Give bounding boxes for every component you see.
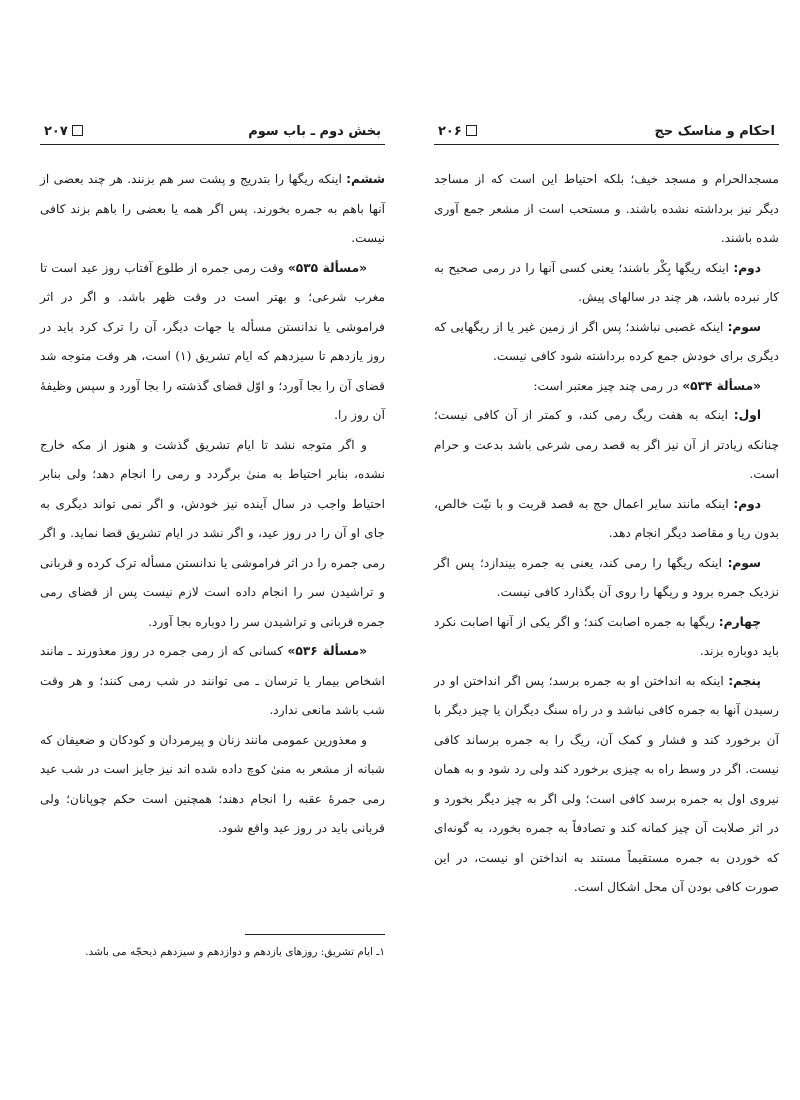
paragraph-text: اینکه ریگها را رمی کند، یعنی به جمره بیندازد؛ پس اگر نزدیک جمره برود و ریگها را روی آن بگذارد کافی نیست. bbox=[434, 555, 779, 599]
paragraph bbox=[434, 490, 779, 549]
paragraph-lead: پنجم: bbox=[728, 673, 761, 688]
paragraph bbox=[434, 549, 779, 608]
left-page bbox=[40, 122, 385, 1002]
left-page-header bbox=[40, 122, 385, 145]
paragraph-text: اینکه ریگها بِکْر باشند؛ یعنی کسی آنها را در رمی صحیح به کار نبرده باشد، هر چند در سالهای پیش. bbox=[434, 260, 779, 304]
paragraph-text: و اگر متوجه نشد تا ایام تشریق گذشت و هنوز از مکه خارج نشده، بنابر احتیاط به منیٰ برگردد و رمی را انجام دهد؛ ولی بنابر احتیاط واجب در سال آینده نیز خودش، و اگر نمی تواند دیگری به جای او آن را در روز عید، و اگر نشد در ایام تشریق قضا نماید. و اگر رمی جمره را در اثر فراموشی یا ندانستن مسأله ترک کرده و قربانی و تراشیدن سر را انجام داده است لازم نیست پس از قضای رمی جمره قربانی و تراشیدن سر را دوباره بجا آورد. bbox=[40, 437, 385, 629]
paragraph bbox=[40, 254, 385, 431]
paragraph bbox=[434, 608, 779, 667]
paragraph bbox=[40, 637, 385, 726]
paragraph-text: ریگها به جمره اصابت کند؛ و اگر یکی از آنها اصابت نکرد باید دوباره بزند. bbox=[434, 614, 779, 658]
paragraph-lead: دوم: bbox=[733, 260, 761, 275]
page-marker-box-icon bbox=[72, 125, 83, 136]
right-page-number-group bbox=[438, 124, 481, 139]
paragraph-text: در رمی چند چیز معتبر است: bbox=[533, 378, 683, 393]
footnote: ۱ـ ایام تشریق: روزهای یازدهم و دوازدهم و سیزدهم ذیحجّه می باشد. bbox=[85, 946, 385, 958]
right-page-body bbox=[434, 165, 779, 903]
paragraph-lead: «مسألة ۵۳۵» bbox=[287, 260, 367, 275]
paragraph-text: اینکه به انداختن او به جمره برسد؛ پس اگر انداختن او در رسیدن آنها به جمره کافی نباشد و در راه سنگ دیگران یا چیز دیگر با آن برخورد کند و فشار و کمک آن، ریگ را به جمره برساند کافی نیست. اگر در وسط راه به چیزی برخورد کند ولی رد شود و به همان نیروی اول به جمره برسد کافی است؛ ولی اگر به چیز دیگر بخورد و در اثر صلابت آن چیز کمانه کند و تصادفاً به جمره بخورد، به گونه‌ای که خوردن به جمره مستقیماً مستند به انداختن او نیست، در این صورت کافی بودن آن محل اشکال است. bbox=[434, 673, 779, 894]
right-page bbox=[434, 122, 779, 1002]
right-page-number: ۲۰۶ bbox=[438, 124, 462, 139]
right-page-header-title: احکام و مناسک حج bbox=[654, 124, 775, 139]
paragraph-text: اینکه مانند سایر اعمال حج به قصد قربت و با نیّت خالص، بدون ریا و مقاصد دیگر انجام دهد. bbox=[434, 496, 779, 540]
paragraph-lead: ششم: bbox=[346, 172, 385, 186]
paragraph bbox=[40, 431, 385, 638]
paragraph bbox=[434, 401, 779, 490]
paragraph-lead: سوم: bbox=[727, 319, 761, 334]
paragraph bbox=[434, 254, 779, 313]
paragraph-text: و معذورین عمومی مانند زنان و پیرمردان و کودکان و ضعیفان که شبانه از مشعر به منیٰ کوچ داده شده اند نیز جایز است در شب عید رمی جمرهٔ عقبه را انجام دهند؛ همچنین است حکم چوپانان؛ ولی قربانی باید در روز عید واقع شود. bbox=[40, 732, 385, 835]
paragraph-text: مسجدالحرام و مسجد خیف؛ بلکه احتیاط این است که از مساجد دیگر نیز برداشته نشده باشند. و مستحب است از مشعر جمع آوری شده باشند. bbox=[434, 172, 779, 245]
paragraph-text: وقت رمی جمره از طلوع آفتاب روز عید است تا مغرب شرعی؛ و بهتر است در وقت ظهر باشد. و اگر در اثر فراموشی یا ندانستن مسأله یا جهات دیگر، آن را ترک کرد باید در روز یازدهم تا سیزدهم که ایام تشریق (۱) است، هر وقت متوجه شد قضای آن را بجا آورد؛ و اوّل قضای گذشته را بجا آورد و سپس وظیفهٔ آن روز را. bbox=[40, 260, 386, 422]
paragraph bbox=[40, 165, 385, 254]
paragraph bbox=[40, 726, 385, 844]
paragraph-text: کسانی که از رمی جمره در روز معذورند ـ مانند اشخاص بیمار یا ترسان ـ می توانند در شب رمی کنند؛ و هر وقت شب باشد مانعی ندارد. bbox=[40, 644, 385, 717]
paragraph-lead: چهارم: bbox=[718, 614, 761, 629]
left-page-number: ۲۰۷ bbox=[44, 124, 68, 139]
paragraph-text: اینکه به هفت ریگ رمی کند، و کمتر از آن کافی نیست؛ چنانکه زیادتر از آن نیز اگر به قصد رمی شرعی باشد بدعت و حرام است. bbox=[434, 408, 779, 481]
paragraph-lead: «مسألة ۵۳۴» bbox=[682, 378, 761, 393]
left-page-header-title: بخش دوم ـ باب سوم bbox=[248, 124, 381, 139]
footnote-divider bbox=[245, 934, 385, 935]
paragraph-lead: اول: bbox=[733, 408, 761, 422]
paragraph bbox=[434, 372, 779, 402]
paragraph-lead: «مسألة ۵۳۶» bbox=[287, 644, 367, 658]
paragraph-text: اینکه ریگها را بتدریج و پشت سر هم بزنند. هر چند بعضی از آنها باهم به جمره بخورند. پس اگر همه یا بعضی را باهم بزند کافی نیست. bbox=[40, 172, 385, 245]
paragraph bbox=[434, 165, 779, 254]
paragraph bbox=[434, 667, 779, 903]
paragraph bbox=[434, 313, 779, 372]
left-page-body bbox=[40, 165, 385, 844]
left-page-number-group bbox=[44, 124, 87, 139]
paragraph-text: اینکه غصبی نباشند؛ پس اگر از زمین غیر یا از ریگهایی که دیگری برای خودش جمع کرده برداشته شود کافی نیست. bbox=[434, 319, 779, 363]
page-marker-box-icon bbox=[466, 125, 477, 136]
paragraph-lead: دوم: bbox=[733, 496, 761, 511]
paragraph-lead: سوم: bbox=[727, 555, 761, 570]
right-page-header bbox=[434, 122, 779, 145]
